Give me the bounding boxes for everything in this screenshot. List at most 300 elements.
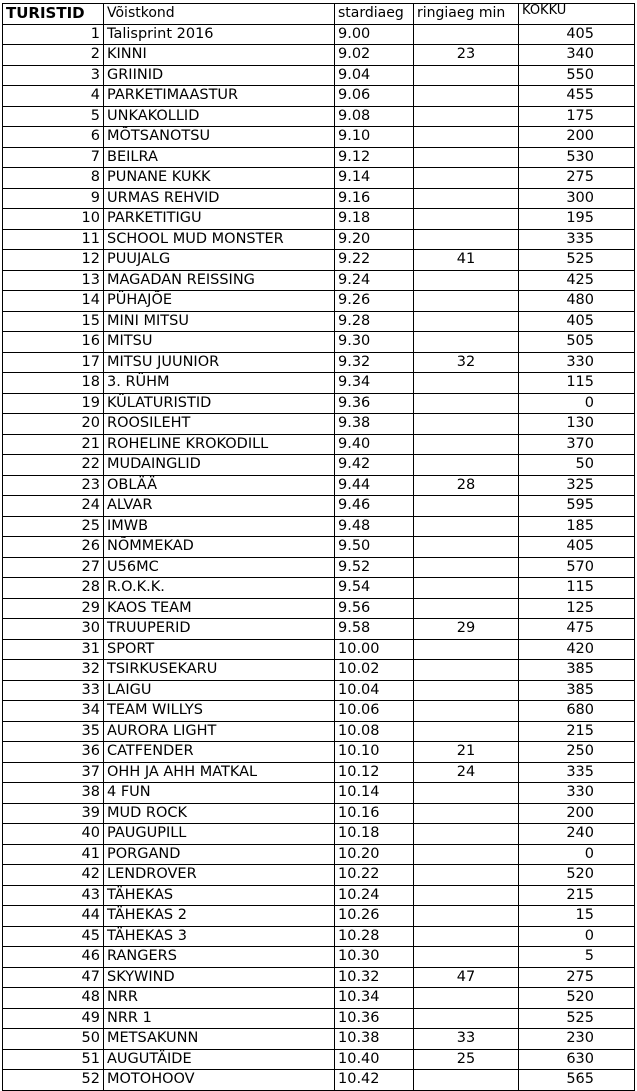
total-points: 505 [519, 332, 635, 353]
table-row [3, 537, 635, 558]
start-time: 9.04 [335, 65, 414, 86]
row-number: 18 [3, 373, 104, 394]
table-row [3, 885, 635, 906]
lap-time [414, 270, 519, 291]
lap-time [414, 127, 519, 148]
row-number: 52 [3, 1070, 104, 1091]
start-time: 10.06 [335, 701, 414, 722]
table-row [3, 352, 635, 373]
row-number: 12 [3, 250, 104, 271]
table-row [3, 803, 635, 824]
lap-time [414, 1070, 519, 1091]
total-points: 595 [519, 496, 635, 517]
total-points: 335 [519, 762, 635, 783]
table-row [3, 988, 635, 1009]
team-name: NÕMMEKAD [104, 537, 335, 558]
lap-time [414, 147, 519, 168]
row-number: 51 [3, 1049, 104, 1070]
total-points: 420 [519, 639, 635, 660]
row-number: 27 [3, 557, 104, 578]
team-name: CATFENDER [104, 742, 335, 763]
total-points: 405 [519, 24, 635, 45]
row-number: 5 [3, 106, 104, 127]
start-time: 9.34 [335, 373, 414, 394]
team-name: BEILRA [104, 147, 335, 168]
start-time: 9.06 [335, 86, 414, 107]
row-number: 7 [3, 147, 104, 168]
row-number: 38 [3, 783, 104, 804]
start-time: 10.18 [335, 824, 414, 845]
table-row [3, 1049, 635, 1070]
table-row [3, 127, 635, 148]
row-number: 16 [3, 332, 104, 353]
table-row [3, 455, 635, 476]
table-row [3, 680, 635, 701]
team-name: ROHELINE KROKODILL [104, 434, 335, 455]
row-number: 45 [3, 926, 104, 947]
start-time: 9.28 [335, 311, 414, 332]
row-number: 37 [3, 762, 104, 783]
start-time: 9.50 [335, 537, 414, 558]
team-name: KAOS TEAM [104, 598, 335, 619]
row-number: 4 [3, 86, 104, 107]
table-row [3, 701, 635, 722]
lap-time [414, 537, 519, 558]
lap-time: 25 [414, 1049, 519, 1070]
total-points: 340 [519, 45, 635, 66]
start-time: 9.02 [335, 45, 414, 66]
team-name: RANGERS [104, 947, 335, 968]
table-row [3, 250, 635, 271]
results-table-body [3, 4, 635, 1091]
table-row [3, 45, 635, 66]
team-name: MOTOHOOV [104, 1070, 335, 1091]
table-row [3, 762, 635, 783]
lap-time [414, 434, 519, 455]
total-points: 300 [519, 188, 635, 209]
team-name: TEAM WILLYS [104, 701, 335, 722]
team-name: PUUJALG [104, 250, 335, 271]
total-points: 570 [519, 557, 635, 578]
total-points: 335 [519, 229, 635, 250]
table-row [3, 906, 635, 927]
table-row [3, 65, 635, 86]
start-time: 9.54 [335, 578, 414, 599]
lap-time [414, 701, 519, 722]
start-time: 10.36 [335, 1008, 414, 1029]
team-name: PUNANE KUKK [104, 168, 335, 189]
team-name: TÄHEKAS [104, 885, 335, 906]
row-number: 13 [3, 270, 104, 291]
start-time: 9.18 [335, 209, 414, 230]
lap-time [414, 557, 519, 578]
start-time: 9.32 [335, 352, 414, 373]
start-time: 10.16 [335, 803, 414, 824]
total-points: 520 [519, 988, 635, 1009]
start-time: 9.38 [335, 414, 414, 435]
lap-time [414, 229, 519, 250]
row-number: 21 [3, 434, 104, 455]
row-number: 39 [3, 803, 104, 824]
lap-time [414, 885, 519, 906]
start-time: 10.40 [335, 1049, 414, 1070]
row-number: 47 [3, 967, 104, 988]
total-points: 215 [519, 721, 635, 742]
table-row [3, 270, 635, 291]
table-row [3, 24, 635, 45]
total-points: 0 [519, 393, 635, 414]
total-points: 455 [519, 86, 635, 107]
table-row [3, 721, 635, 742]
lap-time [414, 86, 519, 107]
table-row [3, 1029, 635, 1050]
row-number: 36 [3, 742, 104, 763]
table-row [3, 557, 635, 578]
header-total: KOKKU [519, 4, 635, 25]
table-row [3, 598, 635, 619]
team-name: Talisprint 2016 [104, 24, 335, 45]
table-row [3, 229, 635, 250]
team-name: SCHOOL MUD MONSTER [104, 229, 335, 250]
team-name: R.O.K.K. [104, 578, 335, 599]
total-points: 185 [519, 516, 635, 537]
total-points: 370 [519, 434, 635, 455]
total-points: 520 [519, 865, 635, 886]
lap-time [414, 947, 519, 968]
table-row [3, 311, 635, 332]
start-time: 9.42 [335, 455, 414, 476]
lap-time [414, 291, 519, 312]
team-name: TÄHEKAS 3 [104, 926, 335, 947]
total-points: 175 [519, 106, 635, 127]
total-points: 425 [519, 270, 635, 291]
team-name: 4 FUN [104, 783, 335, 804]
team-name: KINNI [104, 45, 335, 66]
team-name: SKYWIND [104, 967, 335, 988]
row-number: 26 [3, 537, 104, 558]
header-nr: TURISTID [3, 4, 104, 25]
total-points: 325 [519, 475, 635, 496]
header-row [3, 4, 635, 25]
header-lap: ringiaeg min [414, 4, 519, 25]
start-time: 9.20 [335, 229, 414, 250]
total-points: 15 [519, 906, 635, 927]
total-points: 50 [519, 455, 635, 476]
team-name: METSAKUNN [104, 1029, 335, 1050]
start-time: 9.14 [335, 168, 414, 189]
table-row [3, 332, 635, 353]
total-points: 385 [519, 680, 635, 701]
table-row [3, 578, 635, 599]
total-points: 195 [519, 209, 635, 230]
start-time: 10.08 [335, 721, 414, 742]
start-time: 9.12 [335, 147, 414, 168]
row-number: 2 [3, 45, 104, 66]
total-points: 275 [519, 168, 635, 189]
row-number: 8 [3, 168, 104, 189]
table-row [3, 947, 635, 968]
team-name: GRIINID [104, 65, 335, 86]
lap-time: 33 [414, 1029, 519, 1050]
row-number: 28 [3, 578, 104, 599]
lap-time [414, 926, 519, 947]
total-points: 240 [519, 824, 635, 845]
start-time: 10.28 [335, 926, 414, 947]
table-row [3, 414, 635, 435]
row-number: 11 [3, 229, 104, 250]
row-number: 31 [3, 639, 104, 660]
row-number: 44 [3, 906, 104, 927]
start-time: 9.44 [335, 475, 414, 496]
total-points: 525 [519, 1008, 635, 1029]
start-time: 10.22 [335, 865, 414, 886]
table-row [3, 619, 635, 640]
lap-time: 21 [414, 742, 519, 763]
row-number: 6 [3, 127, 104, 148]
table-row [3, 475, 635, 496]
team-name: LENDROVER [104, 865, 335, 886]
start-time: 10.14 [335, 783, 414, 804]
total-points: 525 [519, 250, 635, 271]
lap-time [414, 660, 519, 681]
header-team: Võistkond [104, 4, 335, 25]
lap-time [414, 803, 519, 824]
start-time: 9.30 [335, 332, 414, 353]
start-time: 9.16 [335, 188, 414, 209]
row-number: 42 [3, 865, 104, 886]
start-time: 9.08 [335, 106, 414, 127]
lap-time: 41 [414, 250, 519, 271]
total-points: 0 [519, 926, 635, 947]
lap-time: 24 [414, 762, 519, 783]
team-name: ROOSILEHT [104, 414, 335, 435]
lap-time [414, 680, 519, 701]
row-number: 19 [3, 393, 104, 414]
row-number: 33 [3, 680, 104, 701]
row-number: 22 [3, 455, 104, 476]
row-number: 10 [3, 209, 104, 230]
start-time: 9.48 [335, 516, 414, 537]
row-number: 24 [3, 496, 104, 517]
row-number: 3 [3, 65, 104, 86]
row-number: 34 [3, 701, 104, 722]
row-number: 43 [3, 885, 104, 906]
lap-time [414, 209, 519, 230]
team-name: PÜHAJÕE [104, 291, 335, 312]
table-row [3, 291, 635, 312]
lap-time [414, 455, 519, 476]
team-name: IMWB [104, 516, 335, 537]
lap-time: 29 [414, 619, 519, 640]
table-row [3, 967, 635, 988]
row-number: 46 [3, 947, 104, 968]
table-row [3, 86, 635, 107]
total-points: 330 [519, 783, 635, 804]
lap-time [414, 516, 519, 537]
start-time: 10.32 [335, 967, 414, 988]
total-points: 565 [519, 1070, 635, 1091]
table-row [3, 147, 635, 168]
total-points: 125 [519, 598, 635, 619]
lap-time [414, 414, 519, 435]
table-row [3, 660, 635, 681]
table-row [3, 168, 635, 189]
team-name: MINI MITSU [104, 311, 335, 332]
start-time: 10.34 [335, 988, 414, 1009]
team-name: AURORA LIGHT [104, 721, 335, 742]
lap-time [414, 24, 519, 45]
row-number: 15 [3, 311, 104, 332]
lap-time [414, 865, 519, 886]
lap-time [414, 311, 519, 332]
start-time: 9.24 [335, 270, 414, 291]
lap-time [414, 496, 519, 517]
row-number: 1 [3, 24, 104, 45]
lap-time [414, 65, 519, 86]
lap-time [414, 578, 519, 599]
total-points: 550 [519, 65, 635, 86]
row-number: 48 [3, 988, 104, 1009]
table-row [3, 496, 635, 517]
header-start: stardiaeg [335, 4, 414, 25]
lap-time [414, 988, 519, 1009]
start-time: 9.52 [335, 557, 414, 578]
team-name: URMAS REHVID [104, 188, 335, 209]
lap-time [414, 393, 519, 414]
start-time: 10.12 [335, 762, 414, 783]
team-name: NRR [104, 988, 335, 1009]
row-number: 25 [3, 516, 104, 537]
start-time: 10.02 [335, 660, 414, 681]
team-name: ALVAR [104, 496, 335, 517]
lap-time: 23 [414, 45, 519, 66]
lap-time [414, 906, 519, 927]
row-number: 9 [3, 188, 104, 209]
total-points: 530 [519, 147, 635, 168]
row-number: 40 [3, 824, 104, 845]
total-points: 405 [519, 537, 635, 558]
row-number: 30 [3, 619, 104, 640]
total-points: 275 [519, 967, 635, 988]
total-points: 115 [519, 578, 635, 599]
start-time: 10.00 [335, 639, 414, 660]
team-name: MUDAINGLID [104, 455, 335, 476]
lap-time [414, 1008, 519, 1029]
start-time: 10.04 [335, 680, 414, 701]
team-name: MUD ROCK [104, 803, 335, 824]
row-number: 23 [3, 475, 104, 496]
total-points: 115 [519, 373, 635, 394]
start-time: 10.24 [335, 885, 414, 906]
team-name: TÄHEKAS 2 [104, 906, 335, 927]
team-name: TSIRKUSEKARU [104, 660, 335, 681]
team-name: LAIGU [104, 680, 335, 701]
team-name: KÜLATURISTID [104, 393, 335, 414]
team-name: AUGUTÄIDE [104, 1049, 335, 1070]
table-row [3, 783, 635, 804]
start-time: 10.10 [335, 742, 414, 763]
table-row [3, 824, 635, 845]
lap-time [414, 332, 519, 353]
lap-time [414, 373, 519, 394]
team-name: UNKAKOLLID [104, 106, 335, 127]
total-points: 215 [519, 885, 635, 906]
lap-time [414, 721, 519, 742]
total-points: 330 [519, 352, 635, 373]
lap-time [414, 106, 519, 127]
team-name: OBLÄÄ [104, 475, 335, 496]
team-name: MITSU [104, 332, 335, 353]
row-number: 29 [3, 598, 104, 619]
total-points: 385 [519, 660, 635, 681]
table-row [3, 742, 635, 763]
row-number: 17 [3, 352, 104, 373]
team-name: U56MC [104, 557, 335, 578]
table-row [3, 926, 635, 947]
start-time: 10.42 [335, 1070, 414, 1091]
start-time: 9.22 [335, 250, 414, 271]
lap-time [414, 598, 519, 619]
row-number: 20 [3, 414, 104, 435]
total-points: 405 [519, 311, 635, 332]
team-name: MÕTSANOTSU [104, 127, 335, 148]
total-points: 480 [519, 291, 635, 312]
team-name: 3. RÜHM [104, 373, 335, 394]
table-row [3, 844, 635, 865]
start-time: 9.36 [335, 393, 414, 414]
row-number: 14 [3, 291, 104, 312]
lap-time [414, 639, 519, 660]
team-name: MITSU JUUNIOR [104, 352, 335, 373]
row-number: 32 [3, 660, 104, 681]
total-points: 200 [519, 803, 635, 824]
total-points: 0 [519, 844, 635, 865]
lap-time: 47 [414, 967, 519, 988]
team-name: PORGAND [104, 844, 335, 865]
start-time: 10.26 [335, 906, 414, 927]
team-name: PAUGUPILL [104, 824, 335, 845]
lap-time [414, 168, 519, 189]
total-points: 5 [519, 947, 635, 968]
lap-time [414, 783, 519, 804]
total-points: 230 [519, 1029, 635, 1050]
start-time: 10.30 [335, 947, 414, 968]
table-row [3, 1070, 635, 1091]
team-name: NRR 1 [104, 1008, 335, 1029]
team-name: SPORT [104, 639, 335, 660]
lap-time [414, 844, 519, 865]
table-row [3, 188, 635, 209]
total-points: 680 [519, 701, 635, 722]
team-name: PARKETIMAASTUR [104, 86, 335, 107]
table-row [3, 209, 635, 230]
row-number: 35 [3, 721, 104, 742]
lap-time: 28 [414, 475, 519, 496]
start-time: 9.00 [335, 24, 414, 45]
start-time: 9.40 [335, 434, 414, 455]
start-time: 9.26 [335, 291, 414, 312]
table-row [3, 516, 635, 537]
table-row [3, 373, 635, 394]
start-time: 9.10 [335, 127, 414, 148]
lap-time: 32 [414, 352, 519, 373]
total-points: 130 [519, 414, 635, 435]
results-table [2, 3, 635, 1091]
team-name: MAGADAN REISSING [104, 270, 335, 291]
start-time: 9.58 [335, 619, 414, 640]
table-row [3, 865, 635, 886]
total-points: 250 [519, 742, 635, 763]
